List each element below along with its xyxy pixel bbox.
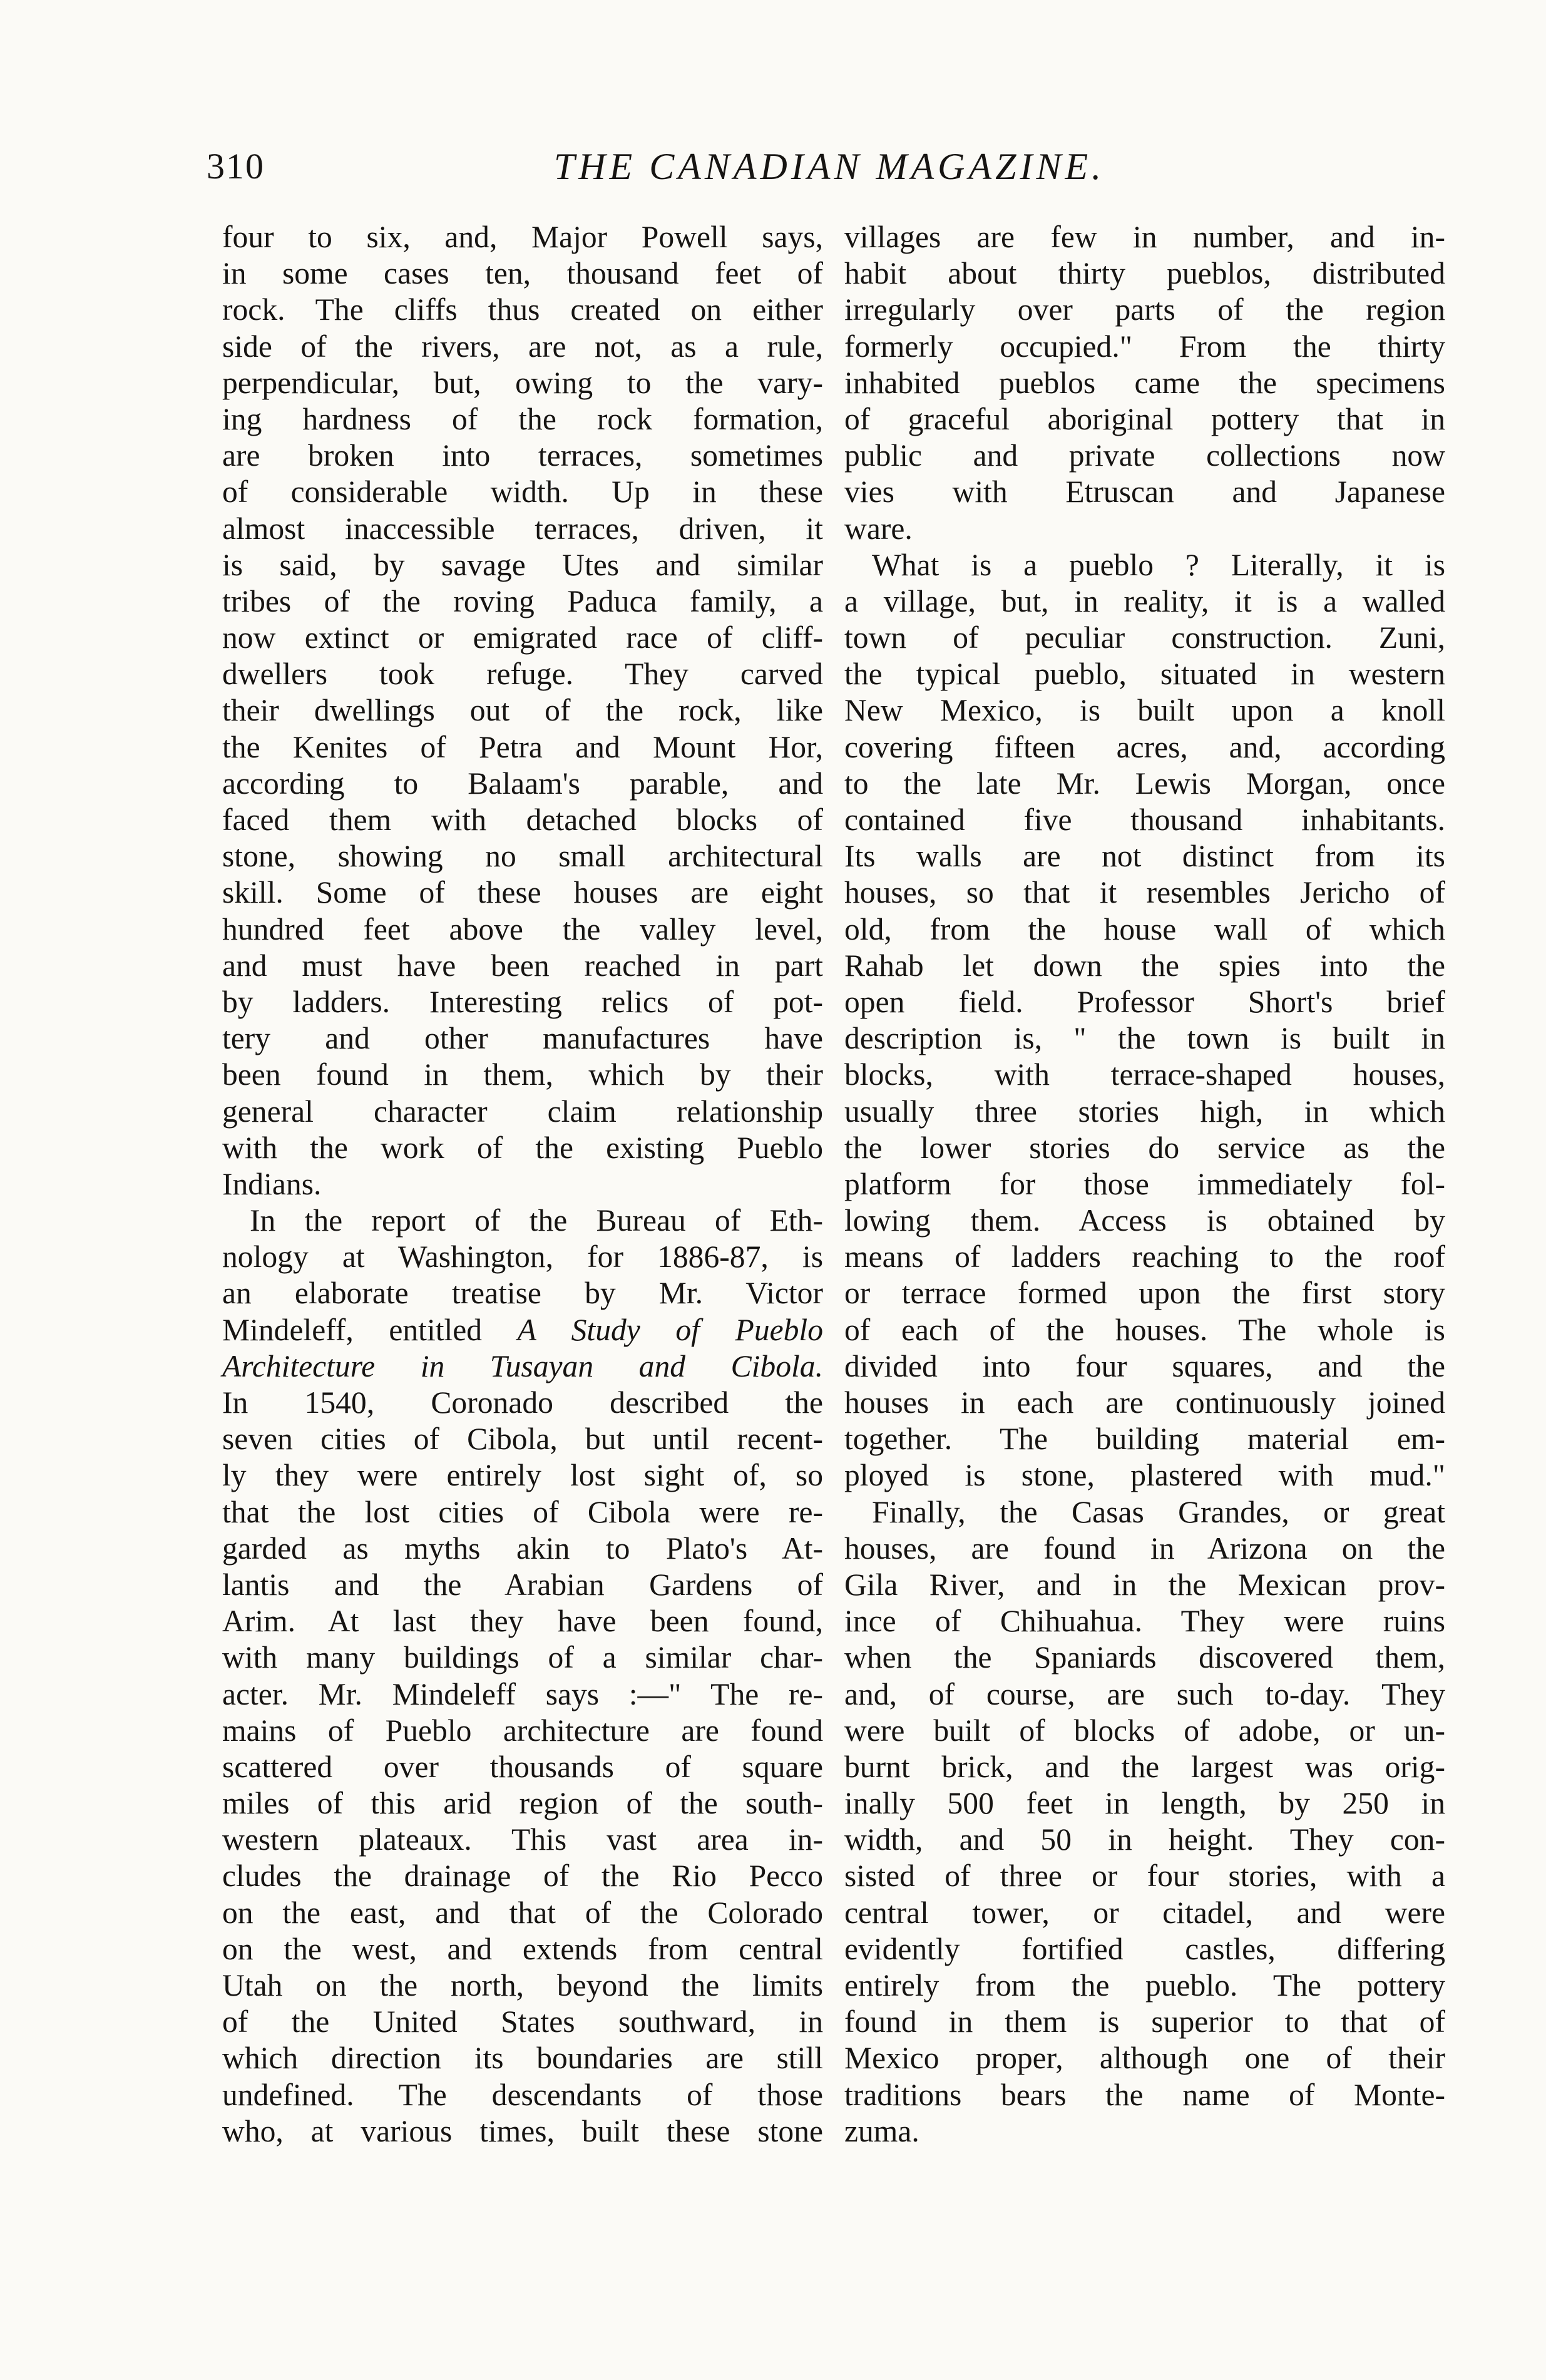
line-text: perpendicular, but, owing to the vary- <box>222 365 823 400</box>
line-text: in some cases ten, thousand feet of <box>222 256 823 291</box>
text-line <box>844 838 1445 875</box>
italic-title: A Study of Pueblo <box>517 1312 823 1347</box>
text-line <box>844 692 1445 729</box>
line-text: ware. <box>844 511 913 546</box>
line-text: on the west, and extends from central <box>222 1931 823 1966</box>
line-text: central tower, or citadel, and were <box>844 1895 1445 1930</box>
text-line <box>222 1713 823 1749</box>
line-text: garded as myths akin to Plato's At- <box>222 1531 823 1566</box>
line-text: together. The building material em- <box>844 1422 1445 1457</box>
text-line <box>222 2040 823 2076</box>
line-text: town of peculiar construction. Zuni, <box>844 620 1445 655</box>
text-line <box>222 1275 823 1311</box>
line-text: the Kenites of Petra and Mount Hor, <box>222 729 823 764</box>
line-text: lantis and the Arabian Gardens of <box>222 1567 823 1602</box>
text-line <box>222 875 823 911</box>
line-text: ployed is stone, plastered with mud." <box>844 1458 1445 1493</box>
line-text: blocks, with terrace-shaped houses, <box>844 1057 1445 1092</box>
text-line <box>222 329 823 365</box>
line-text: In 1540, Coronado described the <box>222 1385 823 1420</box>
line-text: of the United States southward, in <box>222 2004 823 2039</box>
italic-title: Architecture in Tusayan and Cibola. <box>222 1348 823 1383</box>
line-text: of considerable width. Up in these <box>222 474 823 510</box>
line-text: evidently fortified castles, differing <box>844 1931 1445 1966</box>
text-line <box>222 1895 823 1931</box>
text-line <box>222 1639 823 1676</box>
line-text: open field. Professor Short's brief <box>844 984 1445 1019</box>
text-line <box>222 1312 823 1348</box>
line-text: that the lost cities of Cibola were re- <box>222 1494 823 1529</box>
line-text: hundred feet above the valley level, <box>222 911 823 946</box>
line-text: lowing them. Access is obtained by <box>844 1203 1445 1238</box>
line-text: when the Spaniards discovered them, <box>844 1640 1445 1675</box>
line-text: and must have been reached in part <box>222 948 823 983</box>
text-line <box>222 1567 823 1603</box>
line-text: irregularly over parts of the region <box>844 292 1445 327</box>
text-line <box>844 875 1445 911</box>
line-text: found in them is superior to that of <box>844 2004 1445 2039</box>
text-line <box>844 1676 1445 1713</box>
text-line <box>222 474 823 510</box>
line-text: western plateaux. This vast area in- <box>222 1822 823 1857</box>
line-text: who, at various times, built these stone <box>222 2113 823 2148</box>
line-text: formerly occupied." From the thirty <box>844 329 1445 364</box>
line-text: are broken into terraces, sometimes <box>222 438 823 473</box>
text-line <box>844 1239 1445 1275</box>
running-head <box>207 145 1452 202</box>
text-line <box>844 802 1445 838</box>
line-text: inhabited pueblos came the specimens <box>844 365 1445 400</box>
text-line <box>222 984 823 1020</box>
text-line <box>222 802 823 838</box>
text-line <box>222 1967 823 2004</box>
line-text: acter. Mr. Mindeleff says :—" The re- <box>222 1676 823 1711</box>
text-line <box>844 365 1445 401</box>
text-line <box>222 656 823 692</box>
text-line <box>844 948 1445 984</box>
text-line <box>844 1567 1445 1603</box>
text-line <box>844 1094 1445 1130</box>
text-line <box>844 1822 1445 1858</box>
line-text: public and private collections now <box>844 438 1445 473</box>
text-line <box>844 1312 1445 1348</box>
line-text: were built of blocks of adobe, or un- <box>844 1713 1445 1748</box>
text-line <box>222 1603 823 1639</box>
text-line <box>222 1494 823 1531</box>
text-line <box>844 583 1445 620</box>
text-line <box>844 1931 1445 1967</box>
text-line <box>844 766 1445 802</box>
text-line <box>222 1203 823 1239</box>
line-text: seven cities of Cibola, but until recent- <box>222 1422 823 1457</box>
text-line <box>844 656 1445 692</box>
line-text: almost inaccessible terraces, driven, it <box>222 511 823 546</box>
line-text: houses, so that it resembles Jericho of <box>844 875 1445 910</box>
line-text: ing hardness of the rock formation, <box>222 401 823 436</box>
text-line <box>222 911 823 948</box>
text-line <box>844 1494 1445 1531</box>
text-line <box>222 1457 823 1494</box>
text-line <box>222 1239 823 1275</box>
text-line <box>222 438 823 474</box>
line-text: with the work of the existing Pueblo <box>222 1130 823 1165</box>
text-line <box>844 2040 1445 2076</box>
line-text: skill. Some of these houses are eight <box>222 875 823 910</box>
text-line <box>844 511 1445 547</box>
text-line <box>844 911 1445 948</box>
line-text: description is, " the town is built in <box>844 1021 1445 1056</box>
line-text: of graceful aboriginal pottery that in <box>844 401 1445 436</box>
text-line <box>222 583 823 620</box>
line-text: side of the rivers, are not, as a rule, <box>222 329 823 364</box>
text-line <box>222 1166 823 1203</box>
text-line <box>844 1895 1445 1931</box>
line-text: with many buildings of a similar char- <box>222 1640 823 1675</box>
text-line <box>222 1421 823 1457</box>
text-line <box>222 1130 823 1166</box>
text-line <box>844 1967 1445 2004</box>
text-line <box>222 692 823 729</box>
line-text: burnt brick, and the largest was orig- <box>844 1749 1445 1784</box>
line-text: New Mexico, is built upon a knoll <box>844 693 1445 728</box>
line-text: ly they were entirely lost sight of, so <box>222 1458 823 1493</box>
line-text: What is a pueblo ? Literally, it is <box>872 547 1445 582</box>
text-line <box>222 1822 823 1858</box>
text-line <box>222 1785 823 1822</box>
line-text: divided into four squares, and the <box>844 1348 1445 1383</box>
line-text: mains of Pueblo architecture are found <box>222 1713 823 1748</box>
text-line <box>844 329 1445 365</box>
text-line <box>844 1785 1445 1822</box>
line-text: nology at Washington, for 1886-87, is <box>222 1239 823 1275</box>
text-line <box>844 1348 1445 1385</box>
line-text: of each of the houses. The whole is <box>844 1312 1445 1347</box>
line-text: general character claim relationship <box>222 1094 823 1129</box>
text-line <box>222 2077 823 2113</box>
text-line <box>844 1858 1445 1894</box>
line-text: Utah on the north, beyond the limits <box>222 1968 823 2003</box>
line-text: houses, are found in Arizona on the <box>844 1531 1445 1566</box>
line-text: on the east, and that of the Colorado <box>222 1895 823 1930</box>
line-text: contained five thousand inhabitants. <box>844 803 1445 837</box>
line-text: platform for those immediately fol- <box>844 1166 1445 1201</box>
text-line <box>844 1203 1445 1239</box>
line-text: vies with Etruscan and Japanese <box>844 474 1445 510</box>
line-text: In the report of the Bureau of Eth- <box>250 1203 823 1238</box>
line-text: miles of this arid region of the south- <box>222 1786 823 1821</box>
text-line <box>844 1130 1445 1166</box>
text-line <box>844 1639 1445 1676</box>
line-text: covering fifteen acres, and, according <box>844 729 1445 764</box>
line-text: the lower stories do service as the <box>844 1130 1445 1165</box>
line-text: or terrace formed upon the first story <box>844 1276 1445 1311</box>
line-text: houses in each are continuously joined <box>844 1385 1445 1420</box>
line-text: according to Balaam's parable, and <box>222 766 823 801</box>
text-line <box>222 365 823 401</box>
text-line <box>844 1531 1445 1567</box>
text-line <box>222 766 823 802</box>
text-line <box>222 838 823 875</box>
text-line <box>844 1166 1445 1203</box>
line-text: now extinct or emigrated race of cliff- <box>222 620 823 655</box>
line-text: four to six, and, Major Powell says, <box>222 220 823 254</box>
line-text: inally 500 feet in length, by 250 in <box>844 1786 1445 1821</box>
right-text-column <box>844 219 1445 2150</box>
text-line <box>844 438 1445 474</box>
line-text: by ladders. Interesting relics of pot- <box>222 984 823 1019</box>
line-text: an elaborate treatise by Mr. Victor <box>222 1276 823 1311</box>
text-line <box>844 729 1445 766</box>
line-text: means of ladders reaching to the roof <box>844 1239 1445 1275</box>
text-line <box>222 1385 823 1421</box>
line-text: faced them with detached blocks of <box>222 803 823 837</box>
line-text: Arim. At last they have been found, <box>222 1604 823 1639</box>
line-text: zuma. <box>844 2113 919 2148</box>
text-line <box>844 1457 1445 1494</box>
line-text: Rahab let down the spies into the <box>844 948 1445 983</box>
line-text: is said, by savage Utes and similar <box>222 547 823 582</box>
line-text: been found in them, which by their <box>222 1057 823 1092</box>
line-text: old, from the house wall of which <box>844 911 1445 946</box>
text-line <box>844 255 1445 292</box>
text-line <box>844 1421 1445 1457</box>
left-text-column <box>222 219 823 2150</box>
line-text: width, and 50 in height. They con- <box>844 1822 1445 1857</box>
text-line <box>222 547 823 583</box>
line-text: and, of course, are such to-day. They <box>844 1676 1445 1711</box>
text-line <box>222 729 823 766</box>
text-line <box>222 401 823 438</box>
text-line <box>844 2077 1445 2113</box>
text-line <box>844 1057 1445 1093</box>
text-line <box>222 2004 823 2040</box>
line-text: traditions bears the name of Monte- <box>844 2077 1445 2112</box>
line-text: Mindeleff, entitled <box>222 1312 518 1347</box>
line-text: their dwellings out of the rock, like <box>222 693 823 728</box>
line-text: scattered over thousands of square <box>222 1749 823 1784</box>
text-line <box>222 948 823 984</box>
page-number: 310 <box>207 146 265 187</box>
line-text: sisted of three or four stories, with a <box>844 1859 1445 1894</box>
line-text: Its walls are not distinct from its <box>844 839 1445 874</box>
line-text: tery and other manufactures have <box>222 1021 823 1056</box>
text-line <box>222 1676 823 1713</box>
text-line <box>844 219 1445 255</box>
text-line <box>844 292 1445 328</box>
line-text: ince of Chihuahua. They were ruins <box>844 1604 1445 1639</box>
text-line <box>844 1603 1445 1639</box>
text-line <box>222 2113 823 2150</box>
text-line <box>222 219 823 255</box>
text-line <box>844 1020 1445 1057</box>
line-text: usually three stories high, in which <box>844 1094 1445 1129</box>
text-line <box>844 620 1445 656</box>
line-text: to the late Mr. Lewis Morgan, once <box>844 766 1445 801</box>
line-text: rock. The cliffs thus created on either <box>222 292 823 327</box>
line-text: habit about thirty pueblos, distributed <box>844 256 1445 291</box>
line-text: stone, showing no small architectural <box>222 839 823 874</box>
text-line <box>844 1385 1445 1421</box>
text-line <box>222 1531 823 1567</box>
text-line <box>844 474 1445 510</box>
line-text: Finally, the Casas Grandes, or great <box>872 1494 1445 1529</box>
text-line <box>222 1858 823 1894</box>
text-line <box>222 255 823 292</box>
text-line <box>844 2004 1445 2040</box>
line-text: dwellers took refuge. They carved <box>222 657 823 692</box>
line-text: undefined. The descendants of those <box>222 2077 823 2112</box>
text-line <box>222 1931 823 1967</box>
text-line <box>844 547 1445 583</box>
text-line <box>222 1749 823 1785</box>
text-line <box>222 292 823 328</box>
text-line <box>222 620 823 656</box>
text-line <box>844 1749 1445 1785</box>
line-text: Mexico proper, although one of their <box>844 2041 1445 2076</box>
line-text: cludes the drainage of the Rio Pecco <box>222 1859 823 1894</box>
text-line <box>222 511 823 547</box>
line-text: Indians. <box>222 1166 322 1201</box>
text-line <box>844 984 1445 1020</box>
line-text: Gila River, and in the Mexican prov- <box>844 1567 1445 1602</box>
line-text: villages are few in number, and in- <box>844 220 1445 254</box>
line-text: entirely from the pueblo. The pottery <box>844 1968 1445 2003</box>
text-line <box>844 1713 1445 1749</box>
line-text: the typical pueblo, situated in western <box>844 657 1445 692</box>
text-line <box>222 1057 823 1093</box>
line-text: a village, but, in reality, it is a walled <box>844 583 1445 618</box>
line-text: which direction its boundaries are still <box>222 2041 823 2076</box>
text-line <box>844 1275 1445 1311</box>
journal-title: THE CANADIAN MAGAZINE. <box>553 146 1105 187</box>
text-line <box>222 1094 823 1130</box>
text-line <box>844 2113 1445 2150</box>
line-text: tribes of the roving Paduca family, a <box>222 583 823 618</box>
text-line <box>222 1348 823 1385</box>
text-line <box>844 401 1445 438</box>
text-line <box>222 1020 823 1057</box>
